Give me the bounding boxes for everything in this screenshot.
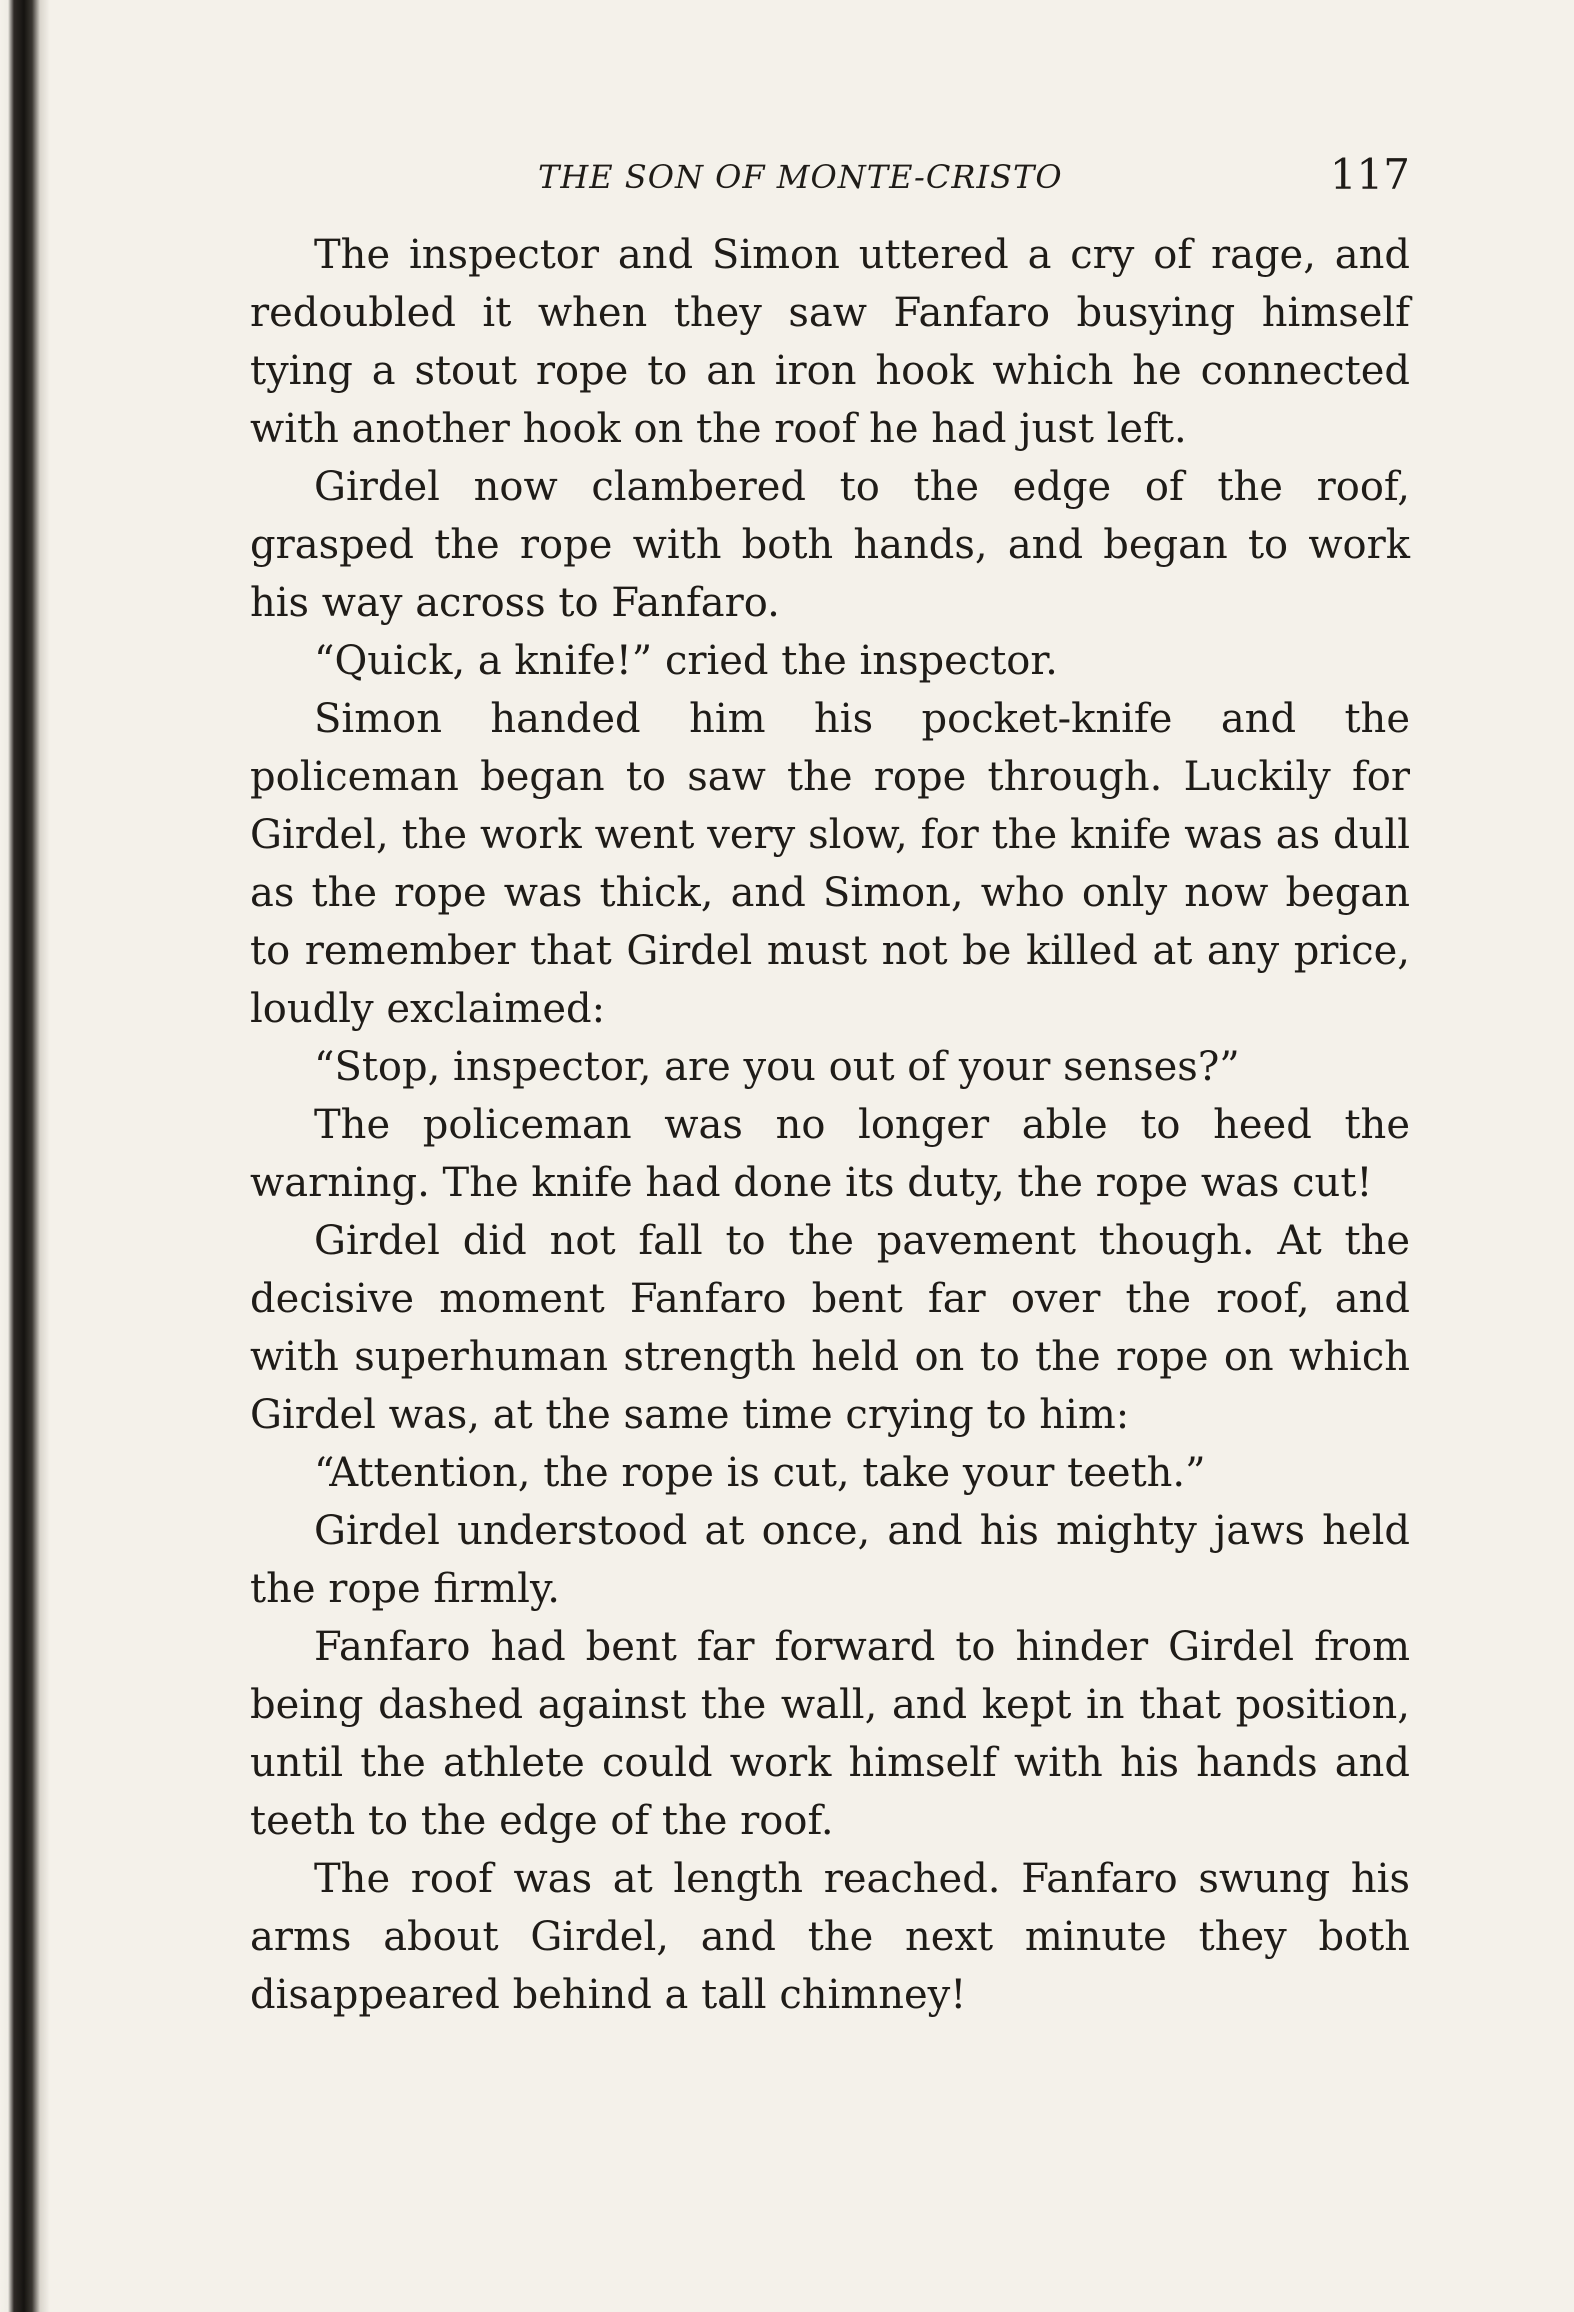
paragraph: Fanfaro had bent far forward to hinder Girdel from being dashed against the wall, and kept in that position, until the athlete could work himself with his hands and teeth to the edge of the roof. (250, 1624, 1410, 1844)
paragraph: The inspector and Simon uttered a cry of rage, and redoubled it when they saw Fanfaro busying himself tying a stout rope to an iron hook which he connected with another hook on the roof he had just left. (250, 232, 1410, 452)
book-page (250, 150, 1410, 2024)
paragraph: “Attention, the rope is cut, take your teeth.” (314, 1450, 1206, 1496)
paragraph: The roof was at length reached. Fanfaro swung his arms about Girdel, and the next minute they both disappeared behind a tall chimney! (250, 1856, 1410, 2018)
paragraph: Girdel understood at once, and his mighty jaws held the rope firmly. (250, 1508, 1410, 1612)
running-head: THE SON OF MONTE-CRISTO (538, 158, 1063, 196)
body-text (250, 226, 1410, 2024)
book-binding-edge (0, 0, 50, 2312)
paragraph: The policeman was no longer able to heed the warning. The knife had done its duty, the rope was cut! (250, 1102, 1410, 1206)
paragraph: “Quick, a knife!” cried the inspector. (314, 638, 1058, 684)
paragraph: Simon handed him his pocket-knife and the policeman began to saw the rope through. Luckily for Girdel, the work went very slow, for the knife was as dull as the rope was thick, and Simon, who only now began to remember that Girdel must not be killed at any price, loudly exclaimed: (250, 696, 1410, 1032)
page-header (250, 150, 1410, 212)
page-number: 117 (1329, 150, 1410, 199)
paragraph: Girdel did not fall to the pavement though. At the decisive moment Fanfaro bent far over the roof, and with superhuman strength held on to the rope on which Girdel was, at the same time crying to him: (250, 1218, 1410, 1438)
paragraph: Girdel now clambered to the edge of the roof, grasped the rope with both hands, and began to work his way across to Fanfaro. (250, 464, 1410, 626)
paragraph: “Stop, inspector, are you out of your senses?” (314, 1044, 1240, 1090)
